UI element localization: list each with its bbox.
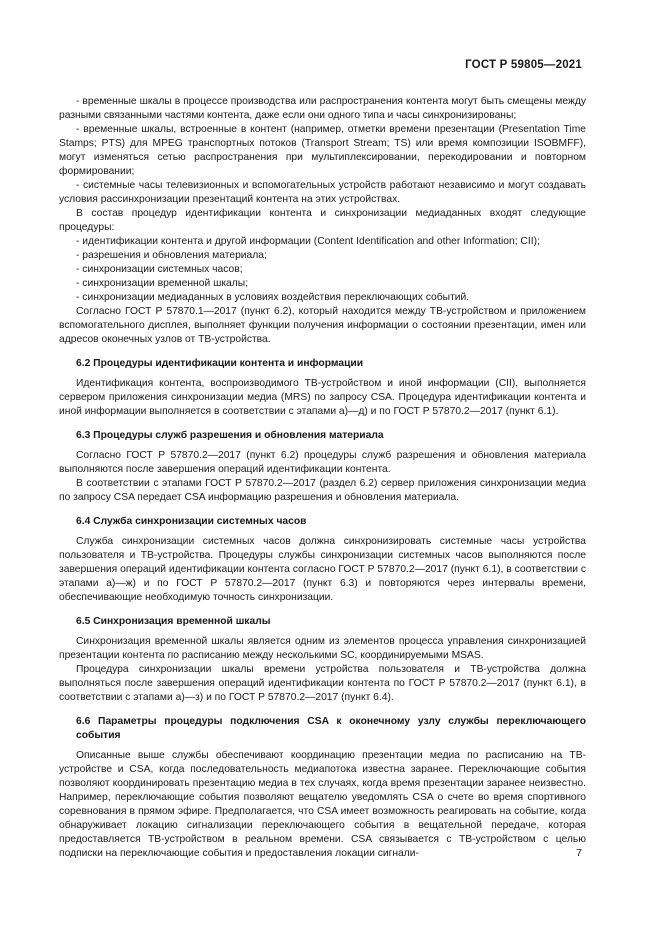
list-item: - временные шкалы, встроенные в контент (например, отметки времени презентации (Presentation Time Stamps; PTS) для MPEG транспортных потоков (Transport Stream; TS) или время композиции ISOBMFF), могут изменяться сетью распространения при мультиплексировании, перекодировании и повторном формировании; — [59, 124, 586, 177]
paragraph: Синхронизация временной шкалы является одним из элементов процесса управления синхронизацией презентации контента по расписанию между несколькими SC, координируемыми MSAS. — [59, 636, 586, 661]
list-item: - временные шкалы в процессе производства или распространения контента могут быть смещены между разными связанными частями контента, даже если они одного типа и часы синхронизированы; — [59, 96, 586, 121]
paragraph: Согласно ГОСТ Р 57870.1—2017 (пункт 6.2), который находится между ТВ-устройством и приложением вспомогательного дисплея, выполняет функции получения информации о состоянии презентации, имен или адресов оконечных узлов от ТВ-устройства. — [59, 306, 586, 345]
paragraph: Служба синхронизации системных часов должна синхронизировать системные часы устройства пользователя и ТВ-устройства. Процедуры службы синхронизации системных часов выполняются после завершения операций идентификации контента согласно ГОСТ Р 57870.2—2017 (пункт 6.1), в соответствии с этапами а)—ж) и по ГОСТ Р 57870.2—2017 (пункт 6.3) и повторяются через интервалы времени, обеспечивающие необходимую точность синхронизации. — [59, 536, 586, 603]
list-item: - синхронизации медиаданных в условиях воздействия переключающих событий. — [76, 292, 470, 303]
paragraph: В состав процедур идентификации контента и синхронизации медиаданных входят следующие процедуры: — [59, 208, 586, 233]
section-heading: 6.4 Служба синхронизации системных часов — [76, 516, 307, 527]
section-heading: 6.6 Параметры процедуры подключения CSA к оконечному узлу службы переключающего события — [76, 716, 586, 741]
section-heading: 6.5 Синхронизация временной шкалы — [76, 616, 271, 627]
page-number: 7 — [576, 847, 582, 859]
paragraph: Идентификация контента, воспроизводимого ТВ-устройством и иной информации (CII), выполняется сервером приложения синхронизации медиа (MRS) по запросу CSA. Процедура идентификации контента и иной информации выполняется в соответствии с этапами а)—д) и по ГОСТ Р 57870.2—2017 (пункт 6.1). — [59, 378, 586, 417]
list-item: - синхронизации системных часов; — [76, 264, 243, 275]
list-item: - разрешения и обновления материала; — [76, 250, 267, 261]
list-item: - синхронизации временной шкалы; — [76, 278, 249, 289]
paragraph: В соответствии с этапами ГОСТ Р 57870.2—2017 (раздел 6.2) сервер приложения синхронизации медиа по запросу CSA передает CSA информацию разрешения и обновления материала. — [59, 478, 586, 503]
body-text — [59, 95, 586, 861]
list-item: - идентификации контента и другой информации (Content Identification and other Information; CII); — [76, 236, 540, 247]
standard-number: ГОСТ Р 59805—2021 — [465, 59, 582, 71]
section-heading: 6.3 Процедуры служб разрешения и обновления материала — [76, 430, 384, 441]
paragraph: Процедура синхронизации шкалы времени устройства пользователя и ТВ-устройства должна выполняться после завершения операций идентификации контента по ГОСТ Р 57870.2—2017 (пункт 6.1), в соответствии с этапами а)—з) и по ГОСТ Р 57870.2—2017 (пункт 6.4). — [59, 664, 586, 703]
list-item: - системные часы телевизионных и вспомогательных устройств работают независимо и могут создавать условия рассинхронизации презентаций контента на этих устройствах. — [59, 180, 586, 205]
paragraph: Описанные выше службы обеспечивают координацию презентации медиа по расписанию на ТВ-устройстве и CSA, когда последовательность медиапотока известна заранее. Переключающие события позволяют координировать презентацию медиа в тех случаях, когда время презентации заранее неизвестно. Например, переключающие события позволяют вещателю уведомлять CSA о счете во время спортивного соревнования в прямом эфире. Предполагается, что CSA имеет возможность реагировать на событие, когда обнаруживает локацию сигнализации переключающего события в вещательной передаче, которая предоставляется ТВ-устройством в реальном времени. CSA связывается с ТВ-устройством с целью подписки на переключающие события и предоставления локации сигнали- — [59, 750, 586, 859]
section-heading: 6.2 Процедуры идентификации контента и информации — [76, 358, 364, 369]
paragraph: Согласно ГОСТ Р 57870.2—2017 (пункт 6.2) процедуры служб разрешения и обновления материала выполняются после завершения операций идентификации контента. — [59, 450, 586, 475]
